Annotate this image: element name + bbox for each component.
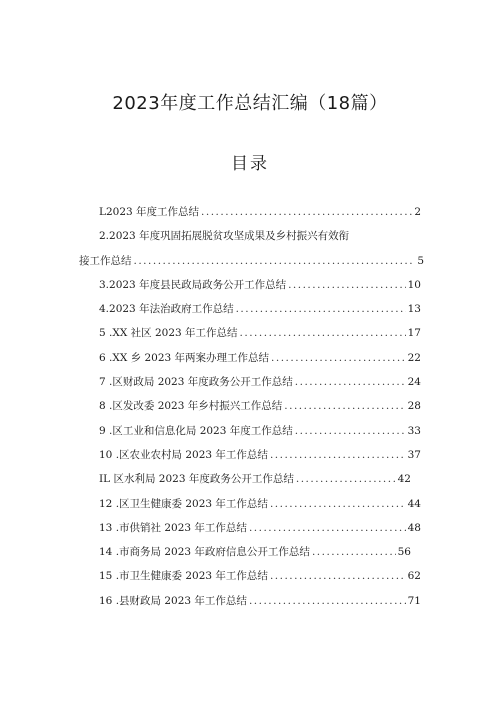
table-of-contents <box>79 204 424 617</box>
toc-entry-label: 15 .市卫生健康委 2023 年工作总结 <box>99 570 268 583</box>
dot-leader <box>249 522 406 534</box>
dot-leader <box>240 327 406 339</box>
toc-entry-page: 33 <box>407 424 421 437</box>
toc-entry[interactable] <box>99 520 421 544</box>
toc-entry-page: 62 <box>407 570 421 583</box>
toc-entry[interactable] <box>99 568 421 592</box>
toc-entry[interactable] <box>99 447 421 471</box>
dot-leader <box>201 206 412 218</box>
toc-entry-page: 28 <box>407 400 421 413</box>
toc-entry[interactable] <box>99 471 411 495</box>
toc-entry-label: 2.2023 年度巩固拓展脱贫攻坚成果及乡村振兴有效衔 <box>99 230 350 243</box>
toc-entry-page: 44 <box>407 497 421 510</box>
toc-entry-page: 2 <box>414 206 421 218</box>
toc-entry-label: 16 .县财政局 2023 年工作总结 <box>99 594 247 607</box>
toc-entry[interactable] <box>99 350 421 374</box>
toc-entry-label: 接工作总结 <box>79 254 132 267</box>
dot-leader <box>296 473 396 485</box>
toc-entry-label: 8 .区发改委 2023 年乡村振兴工作总结 <box>99 400 283 413</box>
toc-entry-page: 37 <box>407 448 421 461</box>
toc-entry-label: 10 .区农业农村局 2023 年工作总结 <box>99 448 268 461</box>
dot-leader <box>270 570 406 582</box>
toc-entry-label: 5 .XX 社区 2023 年工作总结 <box>99 327 238 340</box>
toc-entry-label: 13 .市供销社 2023 年工作总结 <box>99 521 247 534</box>
toc-entry[interactable] <box>99 374 421 398</box>
toc-entry[interactable] <box>99 277 421 301</box>
toc-entry[interactable] <box>99 423 421 447</box>
toc-entry-page: 13 <box>407 303 421 316</box>
toc-entry-page: 42 <box>397 473 411 486</box>
toc-entry-label: 9 .区工业和信息化局 2023 年度工作总结 <box>99 424 293 437</box>
dot-leader <box>288 279 406 291</box>
toc-entry-page: 10 <box>407 278 421 291</box>
toc-entry-label: 3.2023 年度县民政局政务公开工作总结 <box>99 278 287 291</box>
toc-entry-page: 24 <box>407 376 421 389</box>
document-title: 2023年度工作总结汇编（18篇） <box>112 93 388 114</box>
toc-entry[interactable] <box>99 228 421 252</box>
dot-leader <box>271 352 406 364</box>
toc-entry-page: 48 <box>407 521 421 534</box>
toc-entry-label: 14 .市商务局 2023 年政府信息公开工作总结 <box>99 546 310 559</box>
dot-leader <box>249 595 406 607</box>
toc-entry-page: 56 <box>397 546 411 559</box>
dot-leader <box>295 376 406 388</box>
toc-entry[interactable] <box>99 593 421 617</box>
dot-leader <box>134 255 416 267</box>
dot-leader <box>270 498 406 510</box>
dot-leader <box>295 425 406 437</box>
dot-leader <box>312 546 396 558</box>
dot-leader <box>270 449 406 461</box>
toc-entry[interactable] <box>99 204 421 228</box>
toc-entry-label: L2023 年度工作总结 <box>99 206 200 218</box>
toc-entry-label: 7 .区财政局 2023 年度政务公开工作总结 <box>99 376 293 389</box>
toc-entry-continuation[interactable] <box>79 253 424 277</box>
toc-entry-label: 6 .XX 乡 2023 年两案办理工作总结 <box>99 351 270 364</box>
toc-entry-label: IL 区水利局 2023 年度政务公开工作总结 <box>99 473 294 486</box>
toc-entry-page: 17 <box>407 327 421 340</box>
toc-entry[interactable] <box>99 398 421 422</box>
toc-entry-page: 22 <box>407 351 421 364</box>
toc-entry[interactable] <box>99 325 421 349</box>
toc-entry-page: 5 <box>417 254 424 267</box>
toc-entry-label: 12 .区卫生健康委 2023 年工作总结 <box>99 497 268 510</box>
toc-entry[interactable] <box>99 496 421 520</box>
dot-leader <box>284 400 405 412</box>
toc-entry-label: 4.2023 年法治政府工作总结 <box>99 303 234 316</box>
dot-leader <box>236 303 406 315</box>
toc-entry[interactable] <box>99 544 411 568</box>
toc-entry[interactable] <box>99 301 421 325</box>
toc-entry-page: 71 <box>407 594 421 607</box>
toc-heading: 目录 <box>231 154 269 174</box>
